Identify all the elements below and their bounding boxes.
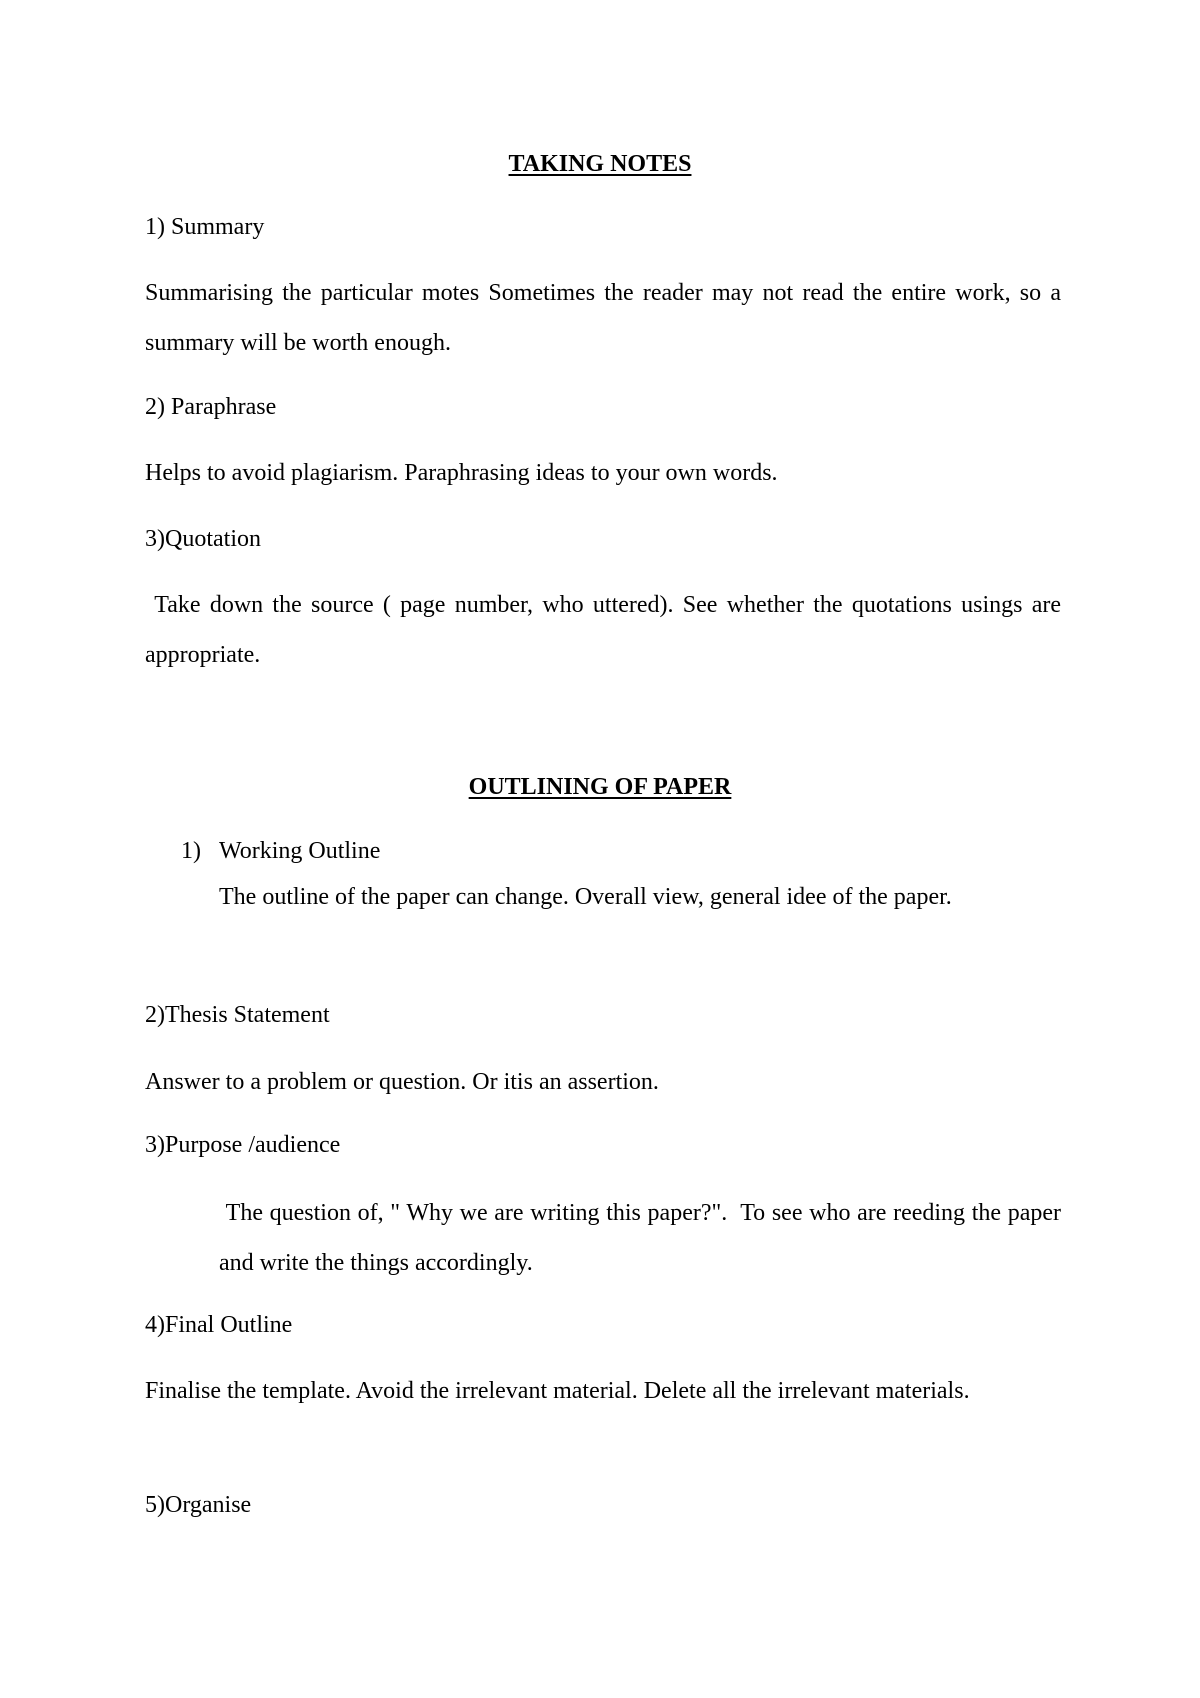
- item-title-purpose-audience: 3)Purpose /audience: [145, 1132, 341, 1158]
- item-title-working-outline: Working Outline: [219, 838, 381, 864]
- item-body-working-outline: The outline of the paper can change. Overall view, general idee of the paper.: [219, 884, 952, 910]
- section-heading-outlining: OUTLINING OF PAPER: [468, 774, 732, 800]
- item-title-organise: 5)Organise: [145, 1492, 252, 1518]
- item-title-summary: 1) Summary: [145, 214, 265, 240]
- item-body-final-outline: Finalise the template. Avoid the irrelevant material. Delete all the irrelevant materials.: [145, 1378, 970, 1404]
- item-body-thesis-statement: Answer to a problem or question. Or itis an assertion.: [145, 1069, 659, 1095]
- item-number-working-outline: 1): [181, 838, 201, 864]
- item-title-final-outline: 4)Final Outline: [145, 1312, 293, 1338]
- item-title-thesis-statement: 2)Thesis Statement: [145, 1002, 330, 1028]
- item-title-paraphrase: 2) Paraphrase: [145, 394, 277, 420]
- section-heading-taking-notes: TAKING NOTES: [508, 151, 692, 177]
- item-title-quotation: 3)Quotation: [145, 526, 261, 552]
- item-body-purpose-audience: The question of, " Why we are writing this paper?". To see who are reeding the paper and write the things accordingly.: [219, 1200, 1068, 1276]
- item-body-summary: Summarising the particular motes Sometimes the reader may not read the entire work, so a summary will be worth enough.: [145, 280, 1061, 356]
- item-body-paraphrase: Helps to avoid plagiarism. Paraphrasing ideas to your own words.: [145, 460, 778, 486]
- item-body-quotation: Take down the source ( page number, who uttered). See whether the quotations usings are appropriate.: [145, 592, 1068, 668]
